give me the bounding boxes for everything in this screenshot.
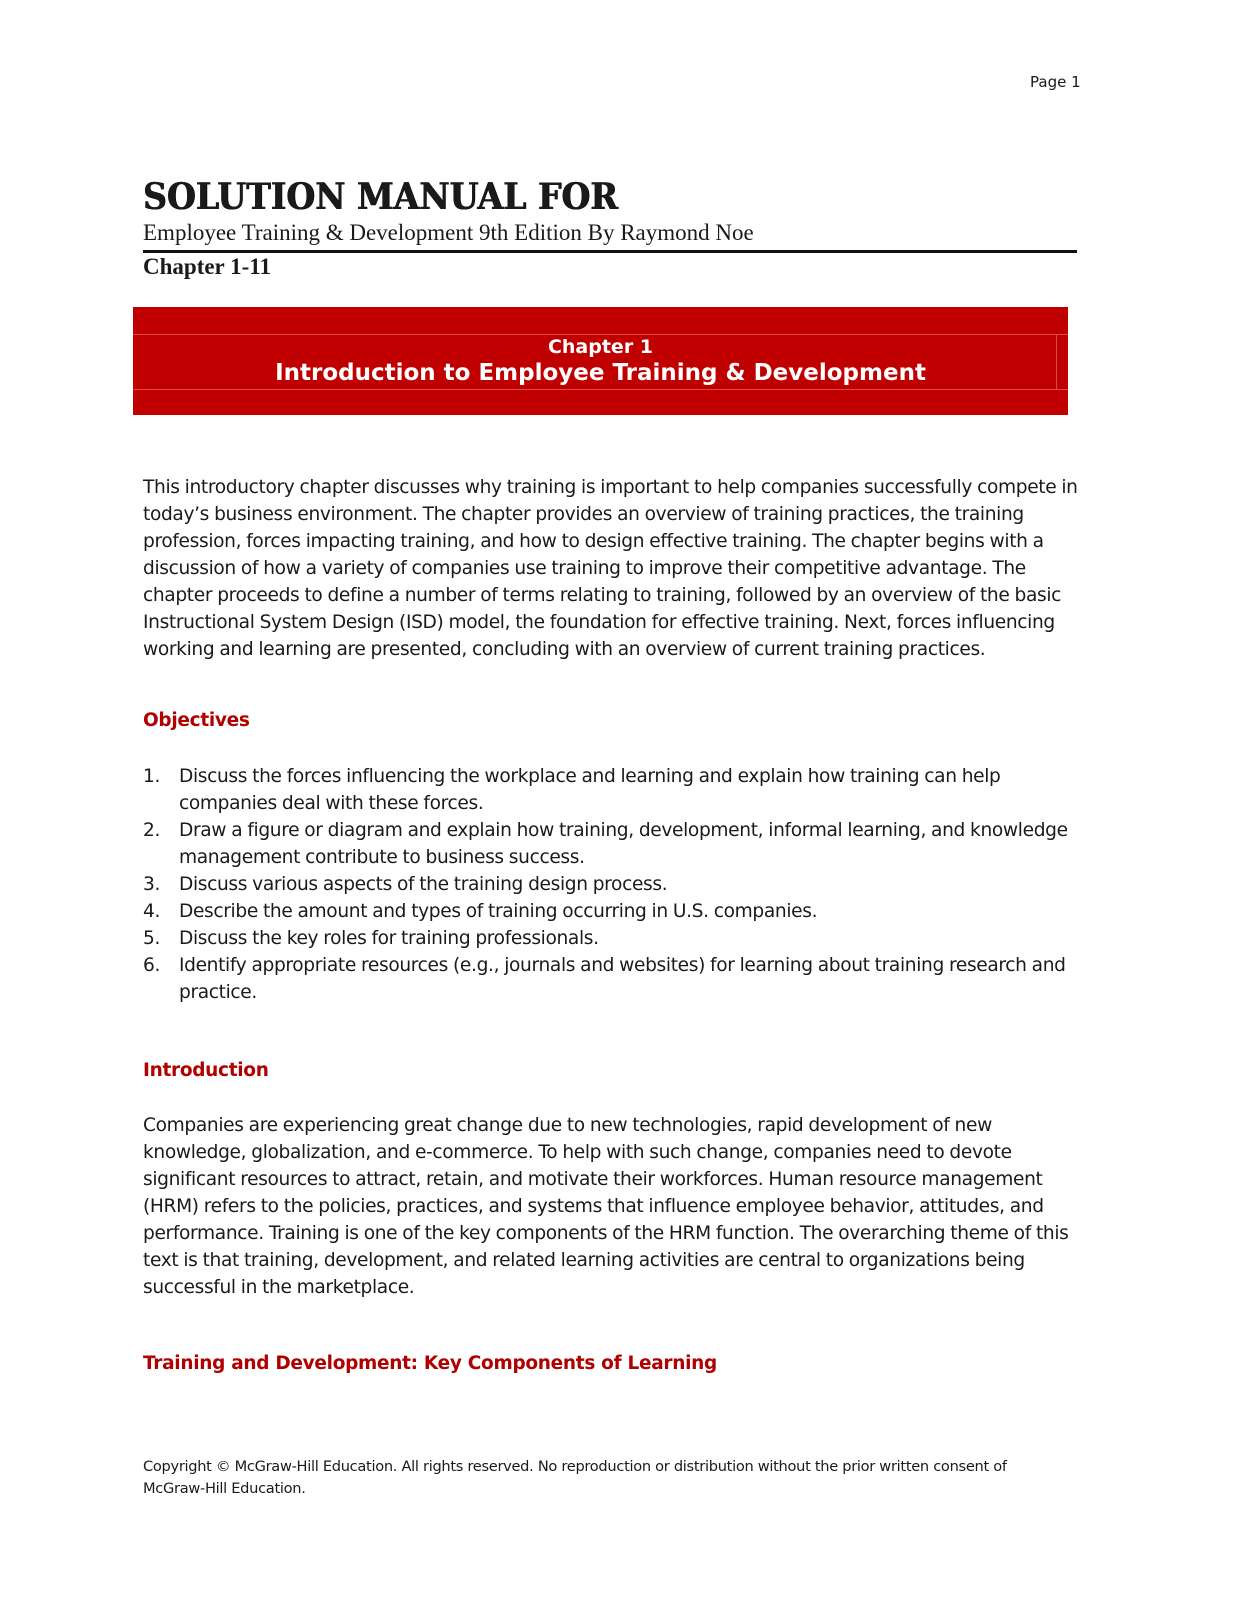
chapter-banner <box>133 307 1068 415</box>
introduction-heading: Introduction <box>143 1060 269 1081</box>
objective-item <box>143 898 1078 925</box>
objective-item <box>143 871 1078 898</box>
introduction-paragraph: Companies are experiencing great change due to new technologies, rapid development of new knowledge, globalization, and e-commerce. To help with such change, companies need to devote significant resources to attract, retain, and motivate their workforces. Human resource management (HRM) refers to the policies, practices, and systems that influence employee behavior, attitudes, and performance. Training is one of the key components of the HRM function. The overarching theme of this text is that training, development, and related learning activities are central to organizations being successful in the marketplace. <box>143 1115 1069 1298</box>
objective-number: 3. <box>143 874 161 895</box>
objective-item <box>143 763 1078 817</box>
objective-text: Discuss the forces influencing the workplace and learning and explain how training can help companies deal with these forces. <box>179 766 1001 814</box>
banner-bottom-rule <box>133 389 1068 390</box>
objective-number: 5. <box>143 928 161 949</box>
training-development-heading: Training and Development: Key Components of Learning <box>143 1353 717 1374</box>
objective-number: 2. <box>143 820 161 841</box>
copyright-footer: Copyright © McGraw-Hill Education. All rights reserved. No reproduction or distribution without the prior written consent of McGraw-Hill Education. <box>143 1458 1007 1497</box>
objective-item <box>143 925 1078 952</box>
title-divider <box>143 250 1077 253</box>
chapter-summary-paragraph: This introductory chapter discusses why training is important to help companies successfully compete in today’s business environment. The chapter provides an overview of training practices, the training profession, forces impacting training, and how to design effective training. The chapter begins with a discussion of how a variety of companies use training to improve their competitive advantage. The chapter proceeds to define a number of terms relating to training, followed by an overview of the basic Instructional System Design (ISD) model, the foundation for effective training. Next, forces influencing working and learning are presented, concluding with an overview of current training practices. <box>143 477 1078 660</box>
chapter-range: Chapter 1-11 <box>143 254 271 279</box>
objective-text: Discuss various aspects of the training design process. <box>179 874 668 895</box>
objectives-list <box>143 763 1078 1006</box>
objective-number: 4. <box>143 901 161 922</box>
objectives-heading: Objectives <box>143 710 250 731</box>
objective-text: Describe the amount and types of training occurring in U.S. companies. <box>179 901 818 922</box>
objective-item <box>143 817 1078 871</box>
document-subtitle: Employee Training & Development 9th Edition By Raymond Noe <box>143 220 754 245</box>
banner-top-rule <box>133 334 1068 335</box>
objective-text: Identify appropriate resources (e.g., journals and websites) for learning about training research and practice. <box>179 955 1066 1003</box>
banner-chapter-title: Introduction to Employee Training & Development <box>275 360 926 386</box>
objective-item <box>143 952 1078 1006</box>
page-number: Page 1 <box>1030 73 1081 91</box>
banner-chapter-label: Chapter 1 <box>547 336 654 358</box>
objective-text: Discuss the key roles for training professionals. <box>179 928 599 949</box>
objective-text: Draw a figure or diagram and explain how training, development, informal learning, and knowledge management contribute to business success. <box>179 820 1068 868</box>
objective-number: 1. <box>143 766 161 787</box>
document-title: SOLUTION MANUAL FOR <box>143 176 618 218</box>
objective-number: 6. <box>143 955 161 976</box>
